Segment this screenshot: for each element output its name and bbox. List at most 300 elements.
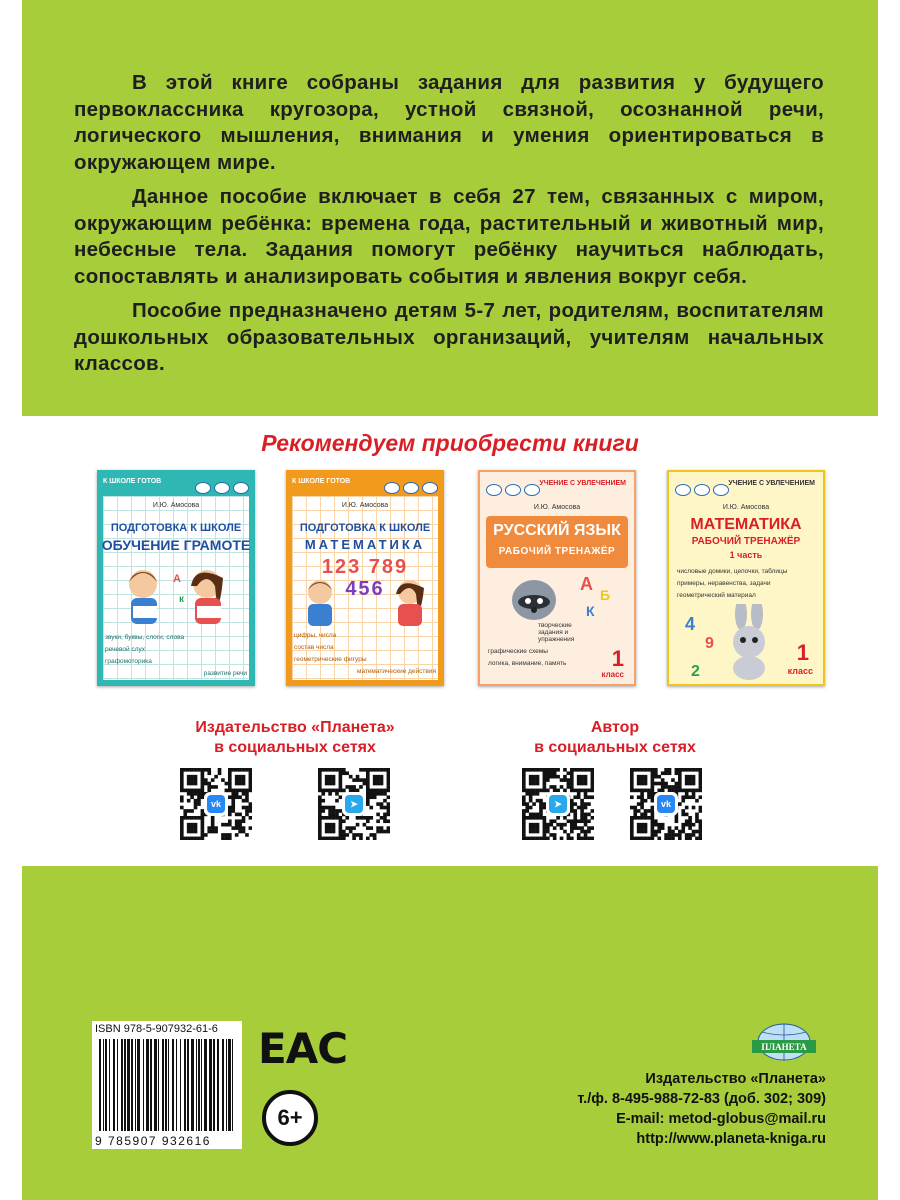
qr-module (201, 785, 205, 789)
qr-module (556, 768, 560, 772)
qr-module (633, 837, 637, 840)
qr-module (668, 830, 672, 834)
qr-module (584, 819, 588, 823)
qr-module (366, 795, 370, 799)
qr-module (577, 826, 581, 830)
qr-module (332, 813, 336, 817)
publisher-logos (384, 482, 438, 494)
qr-module (630, 785, 634, 789)
qr-module (332, 816, 336, 820)
rabbit-illustration (683, 604, 783, 682)
qr-module (525, 816, 529, 820)
qr-module (366, 819, 370, 823)
qr-module (387, 775, 390, 779)
qr-module (187, 782, 191, 786)
qr-module (180, 768, 184, 772)
qr-module (335, 789, 339, 793)
qr-module (546, 837, 550, 840)
qr-module (651, 816, 655, 820)
qr-module (651, 833, 655, 837)
publisher-email[interactable]: E-mail: metod-globus@mail.ru (616, 1111, 826, 1127)
barcode-bar (117, 1039, 118, 1131)
qr-module (587, 813, 591, 817)
qr-module (647, 809, 651, 813)
qr-module (363, 782, 367, 786)
qr-module (249, 809, 252, 813)
book-bullets (488, 622, 588, 672)
qr-module (221, 823, 225, 827)
qr-module (201, 823, 205, 827)
qr-module (570, 782, 574, 786)
barcode-bar (209, 1039, 212, 1131)
qr-module (630, 806, 634, 810)
qr-module (654, 823, 658, 827)
qr-module (695, 837, 699, 840)
qr-module (699, 826, 702, 830)
telegram-icon: ➤ (546, 792, 570, 816)
qr-module (644, 789, 648, 793)
qr-module (373, 837, 377, 840)
qr-module (678, 782, 682, 786)
qr-module (376, 830, 380, 834)
qr-module (591, 778, 594, 782)
qr-module (180, 795, 184, 799)
qr-module (211, 816, 215, 820)
qr-module (688, 778, 692, 782)
qr-module (387, 809, 390, 813)
qr-module (685, 792, 689, 796)
qr-module (328, 813, 332, 817)
qr-module (584, 813, 588, 817)
qr-module (678, 768, 682, 772)
qr-module (349, 775, 353, 779)
qr-module (201, 837, 205, 840)
qr-module (335, 768, 339, 772)
qr-module (201, 813, 205, 817)
qr-module (207, 768, 211, 772)
qr-module (325, 826, 329, 830)
qr-module (637, 795, 641, 799)
qr-module (630, 837, 634, 840)
qr-module (570, 778, 574, 782)
qr-module (651, 778, 655, 782)
qr-module (637, 782, 641, 786)
qr-module (529, 795, 533, 799)
qr-module (383, 806, 387, 810)
qr-module (318, 775, 322, 779)
qr-module (543, 833, 547, 837)
qr-module (699, 833, 702, 837)
qr-module (180, 771, 184, 775)
qr-module (228, 833, 232, 837)
qr-module (321, 837, 325, 840)
qr-module (190, 768, 194, 772)
qr-module (231, 806, 235, 810)
qr-module (325, 816, 329, 820)
qr-code-author-telegram[interactable] (522, 768, 594, 840)
qr-module (194, 778, 198, 782)
barcode-bar (162, 1039, 164, 1131)
qr-module (692, 806, 696, 810)
qr-module (335, 837, 339, 840)
qr-module (529, 826, 533, 830)
qr-module (630, 775, 634, 779)
qr-module (373, 775, 377, 779)
qr-module (678, 830, 682, 834)
qr-module (238, 789, 242, 793)
qr-module (366, 799, 370, 803)
qr-module (228, 775, 232, 779)
qr-module (359, 768, 363, 772)
qr-module (522, 799, 526, 803)
qr-module (231, 799, 235, 803)
qr-module (231, 768, 235, 772)
publisher-url[interactable]: http://www.planeta-kniga.ru (636, 1131, 826, 1147)
qr-module (699, 785, 702, 789)
bullet: логика, внимание, память (488, 660, 567, 667)
book-author: И.Ю. Амосова (152, 502, 200, 509)
qr-module (249, 771, 252, 775)
qr-module (560, 826, 564, 830)
qr-module (587, 837, 591, 840)
qr-module (235, 778, 239, 782)
qr-code-publisher-vk[interactable] (180, 768, 252, 840)
qr-module (332, 778, 336, 782)
qr-module (373, 778, 377, 782)
qr-module (591, 785, 594, 789)
qr-module (637, 816, 641, 820)
qr-module (522, 833, 526, 837)
book-author: И.Ю. Амосова (722, 504, 770, 511)
qr-module (668, 768, 672, 772)
svg-text:А: А (580, 574, 593, 594)
qr-module (647, 837, 651, 840)
qr-module (685, 775, 689, 779)
qr-module (187, 823, 191, 827)
qr-module (190, 826, 194, 830)
qr-module (235, 795, 239, 799)
qr-module (207, 826, 211, 830)
qr-module (249, 778, 252, 782)
qr-module (640, 816, 644, 820)
qr-module (245, 813, 249, 817)
qr-module (580, 802, 584, 806)
qr-module (325, 768, 329, 772)
qr-module (637, 802, 641, 806)
qr-module (675, 833, 679, 837)
qr-module (366, 792, 370, 796)
qr-module (664, 782, 668, 786)
qr-module (194, 782, 198, 786)
qr-module (688, 795, 692, 799)
qr-module (681, 823, 685, 827)
qr-module (235, 789, 239, 793)
qr-module (325, 837, 329, 840)
qr-module (380, 816, 384, 820)
qr-module (366, 816, 370, 820)
qr-module (637, 830, 641, 834)
barcode-bar (191, 1039, 194, 1131)
qr-module (675, 771, 679, 775)
qr-module (235, 782, 239, 786)
book-author: И.Ю. Амосова (341, 502, 389, 509)
qr-module (201, 826, 205, 830)
book-bullets (294, 632, 436, 680)
qr-module (543, 785, 547, 789)
qr-module (671, 837, 675, 840)
qr-module (383, 768, 387, 772)
qr-module (231, 802, 235, 806)
qr-module (387, 826, 390, 830)
qr-module (688, 833, 692, 837)
qr-module (536, 837, 540, 840)
qr-module (695, 816, 699, 820)
qr-module (681, 768, 685, 772)
qr-module (383, 789, 387, 793)
bullet: творческие задания и упражнения (538, 622, 575, 643)
qr-module (387, 795, 390, 799)
qr-module (657, 830, 661, 834)
qr-module (695, 789, 699, 793)
qr-module (584, 830, 588, 834)
qr-module (387, 768, 390, 772)
qr-module (563, 830, 567, 834)
qr-module (214, 826, 218, 830)
qr-module (584, 795, 588, 799)
qr-module (640, 782, 644, 786)
qr-module (681, 826, 685, 830)
qr-module (577, 837, 581, 840)
qr-module (231, 792, 235, 796)
qr-module (573, 823, 577, 827)
qr-module (522, 819, 526, 823)
book-series: УЧЕНИЕ С УВЛЕЧЕНИЕМ (728, 480, 815, 487)
bullet: речевой слух (105, 646, 145, 653)
qr-module (529, 806, 533, 810)
qr-module (532, 826, 536, 830)
qr-module (580, 768, 584, 772)
qr-module (318, 826, 322, 830)
qr-module (560, 785, 564, 789)
book-cover-math-trainer[interactable] (667, 470, 825, 686)
qr-module (699, 789, 702, 793)
qr-module (671, 830, 675, 834)
qr-module (238, 768, 242, 772)
qr-module (685, 823, 689, 827)
qr-module (325, 782, 329, 786)
qr-module (657, 782, 661, 786)
qr-module (549, 823, 553, 827)
qr-module (692, 823, 696, 827)
book-cover-math-prep[interactable] (286, 470, 444, 686)
qr-module (543, 816, 547, 820)
qr-module (214, 775, 218, 779)
qr-module (678, 837, 682, 840)
qr-module (190, 809, 194, 813)
qr-module (225, 833, 229, 837)
svg-text:к: к (179, 594, 185, 605)
vk-icon: vk (654, 792, 678, 816)
qr-module (366, 768, 370, 772)
qr-code-author-vk[interactable] (630, 768, 702, 840)
qr-module (194, 826, 198, 830)
qr-module (577, 778, 581, 782)
qr-module (235, 833, 239, 837)
publisher-logos (675, 484, 729, 496)
qr-module (380, 806, 384, 810)
qr-module (688, 816, 692, 820)
qr-code-publisher-telegram[interactable] (318, 768, 390, 840)
qr-module (328, 816, 332, 820)
qr-module (214, 830, 218, 834)
qr-module (194, 792, 198, 796)
qr-module (204, 782, 208, 786)
qr-module (183, 816, 187, 820)
qr-module (573, 816, 577, 820)
qr-module (695, 799, 699, 803)
qr-module (183, 809, 187, 813)
qr-module (539, 837, 543, 840)
qr-module (380, 789, 384, 793)
bullet: примеры, неравенства, задачи (677, 580, 771, 587)
qr-module (366, 775, 370, 779)
bullet: геометрические фигуры (294, 656, 367, 663)
qr-module (363, 823, 367, 827)
qr-module (249, 782, 252, 786)
qr-module (380, 826, 384, 830)
qr-module (369, 833, 373, 837)
qr-module (553, 826, 557, 830)
qr-module (245, 789, 249, 793)
publisher-social-line2: в социальных сетях (214, 739, 376, 756)
qr-module (332, 782, 336, 786)
qr-module (249, 816, 252, 820)
qr-module (681, 809, 685, 813)
qr-module (591, 837, 594, 840)
qr-module (529, 792, 533, 796)
qr-module (543, 775, 547, 779)
qr-module (387, 806, 390, 810)
qr-module (211, 778, 215, 782)
barcode-bar (232, 1039, 233, 1131)
qr-module (633, 768, 637, 772)
qr-module (525, 809, 529, 813)
qr-module (570, 826, 574, 830)
qr-module (373, 789, 377, 793)
barcode-digits: 9 785907 932616 (95, 1134, 211, 1148)
qr-module (366, 802, 370, 806)
qr-module (238, 775, 242, 779)
qr-module (692, 833, 696, 837)
qr-module (577, 819, 581, 823)
qr-module (201, 778, 205, 782)
qr-module (373, 795, 377, 799)
qr-module (369, 826, 373, 830)
qr-module (699, 819, 702, 823)
book-cover-literacy[interactable] (97, 470, 255, 686)
book-series: К ШКОЛЕ ГОТОВ (103, 478, 162, 485)
qr-module (318, 768, 322, 772)
qr-module (671, 778, 675, 782)
qr-module (536, 799, 540, 803)
qr-module (529, 830, 533, 834)
qr-module (190, 775, 194, 779)
qr-module (685, 806, 689, 810)
qr-module (675, 768, 679, 772)
qr-module (647, 792, 651, 796)
book-series: УЧЕНИЕ С УВЛЕЧЕНИЕМ (539, 480, 626, 487)
qr-module (383, 816, 387, 820)
qr-module (522, 826, 526, 830)
qr-module (321, 792, 325, 796)
qr-module (342, 768, 346, 772)
qr-module (321, 806, 325, 810)
qr-module (543, 837, 547, 840)
qr-module (692, 775, 696, 779)
book-cover-russian[interactable] (478, 470, 636, 686)
qr-module (553, 819, 557, 823)
qr-module (630, 819, 634, 823)
qr-module (654, 782, 658, 786)
qr-module (373, 833, 377, 837)
qr-module (332, 823, 336, 827)
qr-module (249, 785, 252, 789)
qr-module (591, 826, 594, 830)
qr-module (640, 830, 644, 834)
qr-module (345, 816, 349, 820)
barcode-bar (196, 1039, 197, 1131)
qr-module (194, 823, 198, 827)
qr-module (661, 785, 665, 789)
qr-module (328, 806, 332, 810)
qr-module (190, 789, 194, 793)
qr-module (352, 833, 356, 837)
qr-module (349, 785, 353, 789)
qr-module (675, 789, 679, 793)
qr-module (570, 809, 574, 813)
qr-module (563, 823, 567, 827)
qr-module (321, 789, 325, 793)
qr-module (657, 837, 661, 840)
qr-module (228, 789, 232, 793)
barcode-bar (168, 1039, 169, 1131)
author-social-line1: Автор (590, 719, 640, 736)
qr-module (573, 795, 577, 799)
qr-module (180, 826, 184, 830)
qr-module (328, 789, 332, 793)
qr-module (356, 823, 360, 827)
qr-module (668, 837, 672, 840)
qr-module (651, 771, 655, 775)
publisher-social-title (150, 718, 440, 758)
qr-module (332, 837, 336, 840)
qr-module (570, 771, 574, 775)
qr-module (190, 778, 194, 782)
qr-module (242, 799, 246, 803)
qr-module (580, 789, 584, 793)
qr-module (332, 830, 336, 834)
qr-module (529, 782, 533, 786)
qr-module (387, 802, 390, 806)
book-title-line1: ПОДГОТОВКА К ШКОЛЕ (110, 522, 242, 534)
qr-module (671, 785, 675, 789)
qr-module (567, 819, 571, 823)
qr-module (688, 782, 692, 786)
qr-module (245, 833, 249, 837)
book-numbers-2: 456 (345, 578, 385, 600)
qr-module (245, 809, 249, 813)
qr-module (352, 778, 356, 782)
